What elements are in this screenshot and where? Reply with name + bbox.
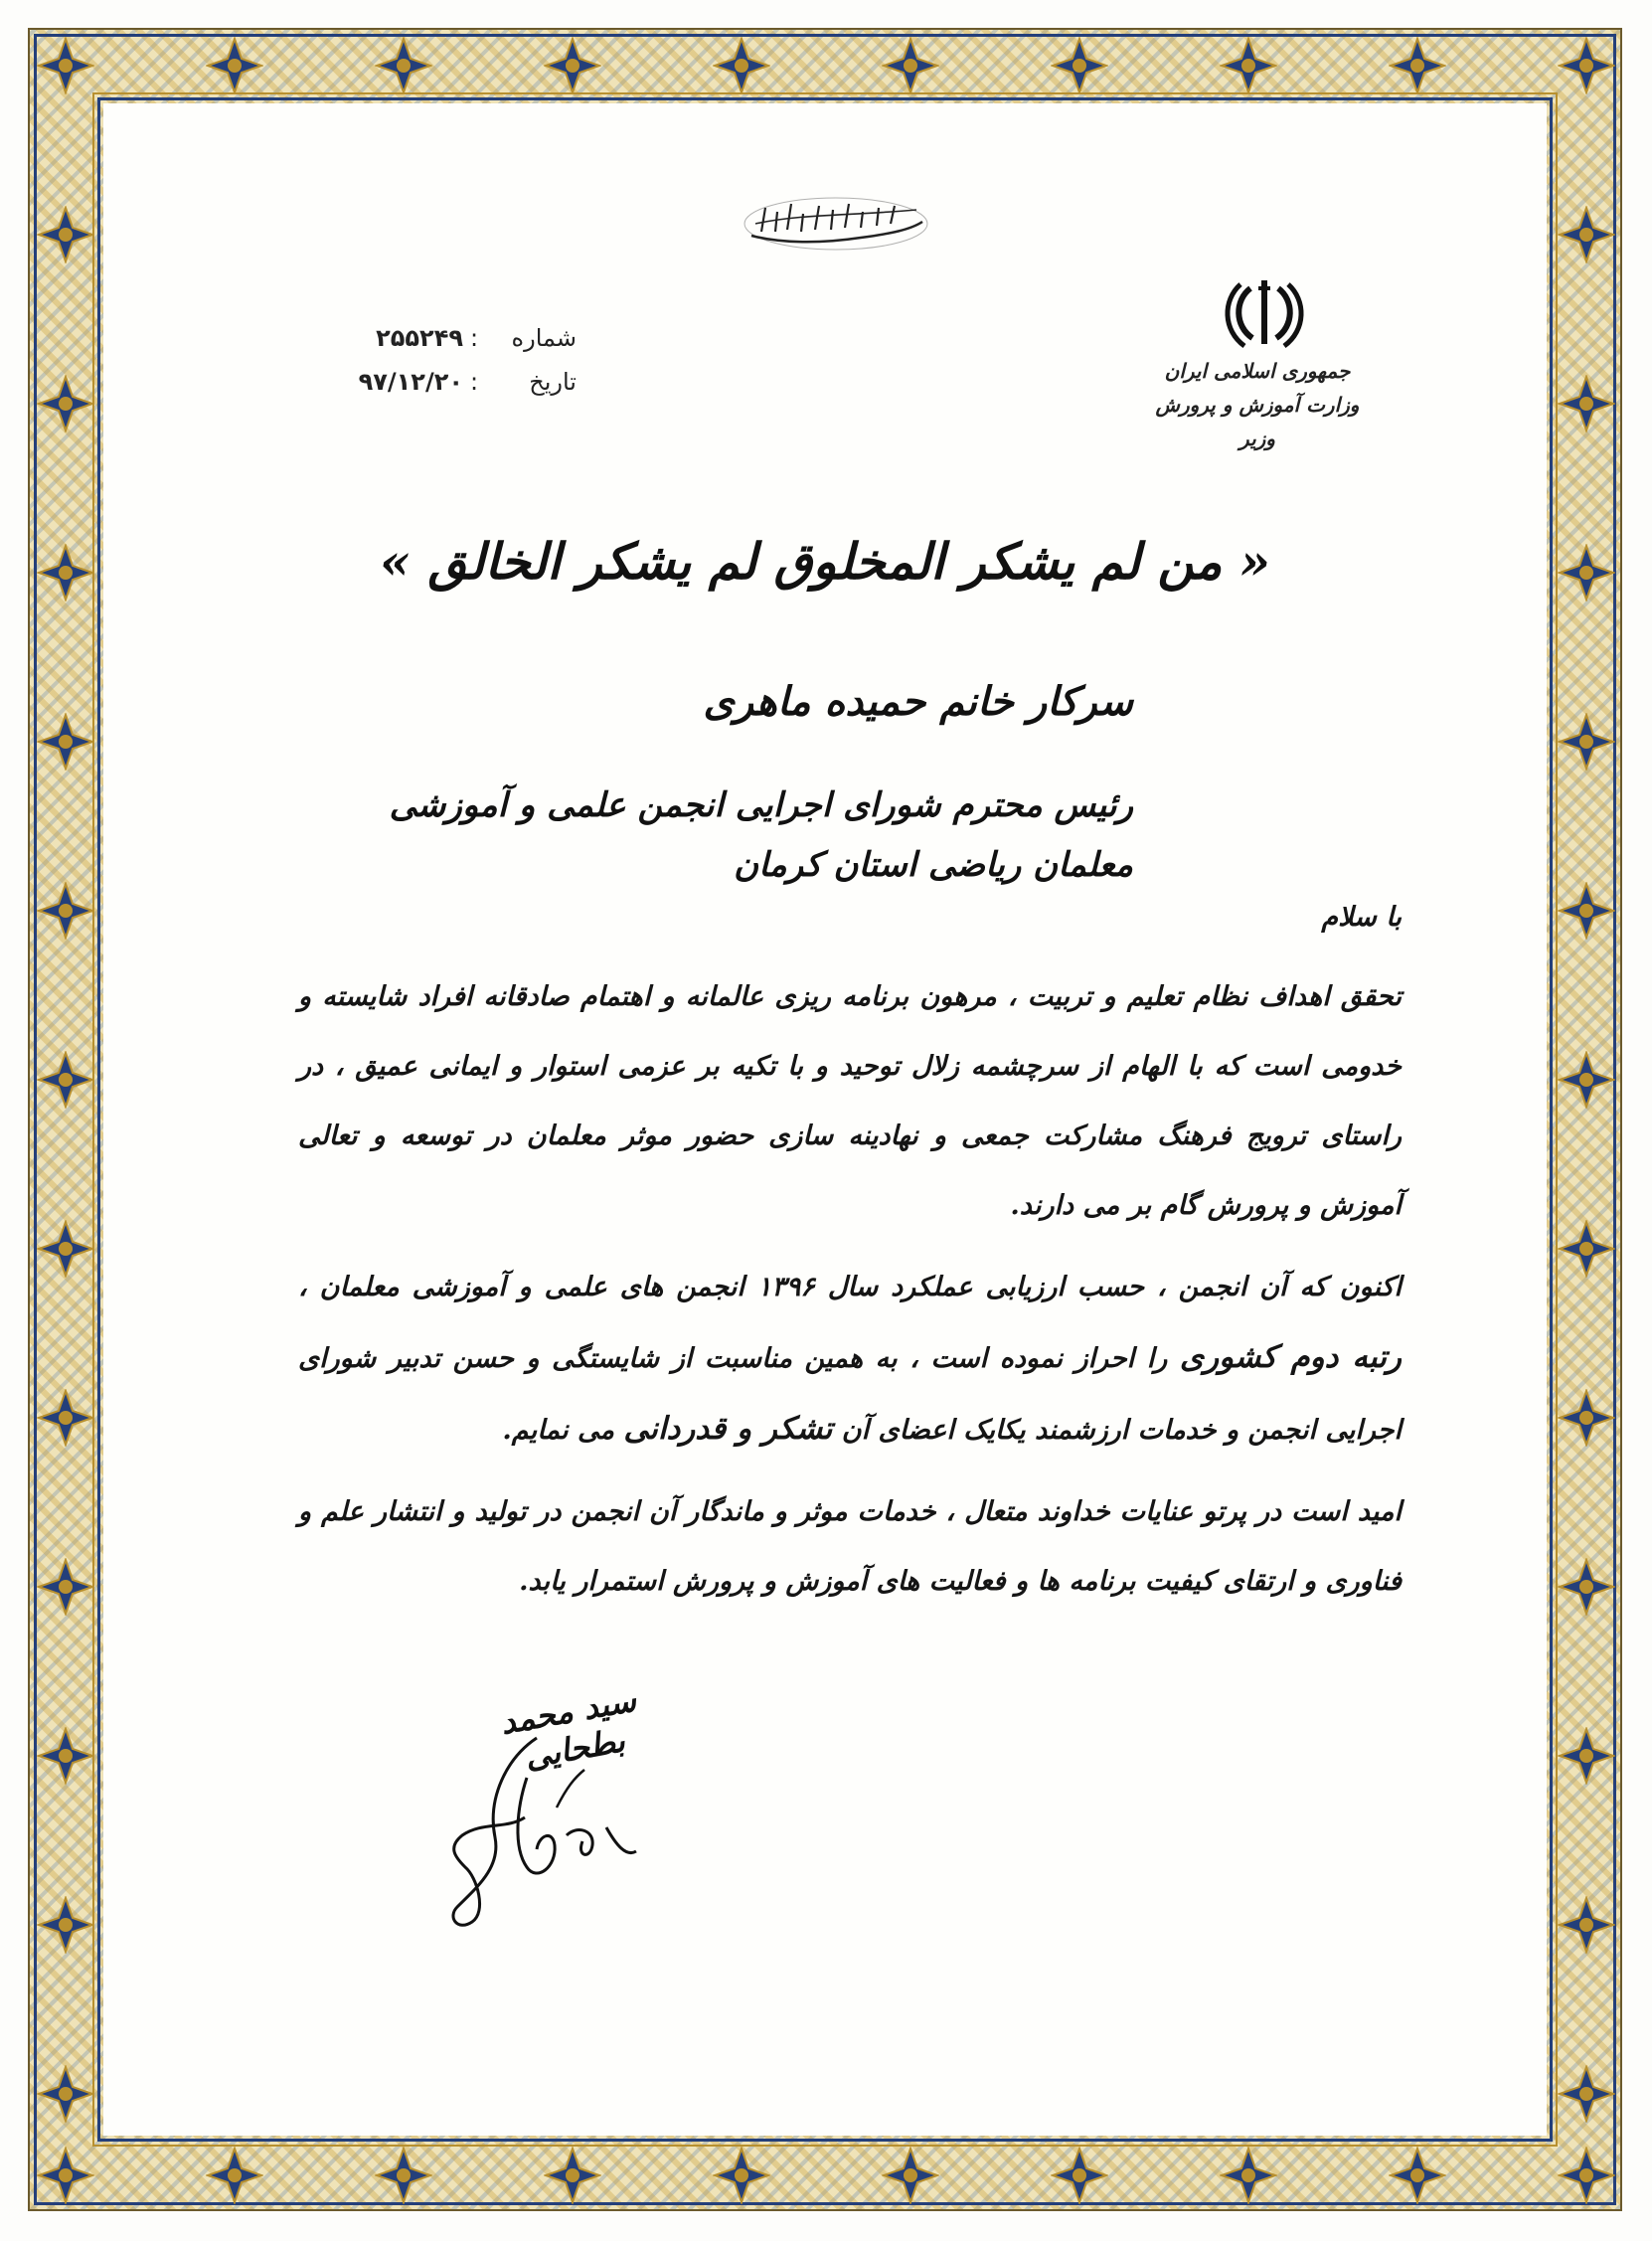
letter-date: [328, 360, 577, 404]
paragraph-2: [298, 1253, 1402, 1465]
bismillah-calligraphy: [742, 194, 930, 254]
ministry-block: [1133, 354, 1382, 455]
border-star-icon: [1558, 882, 1615, 940]
border-star-icon: [1558, 37, 1615, 94]
border-star-icon: [1558, 1389, 1615, 1447]
border-star-icon: [1558, 713, 1615, 771]
border-star-icon: [1558, 1220, 1615, 1278]
border-star-icon: [1558, 375, 1615, 432]
border-star-icon: [1558, 1896, 1615, 1954]
iran-emblem: [1221, 274, 1308, 354]
border-star-icon: [1558, 1727, 1615, 1785]
number-separator: :: [469, 324, 479, 352]
border-star-icon: [37, 1727, 94, 1785]
letter-body: [298, 883, 1402, 1617]
ministry-role: وزیر: [1239, 427, 1275, 450]
thanks-highlight: تشکر و قدردانی: [623, 1411, 833, 1447]
bismillah-icon: [742, 194, 930, 254]
border-star-icon: [1558, 1051, 1615, 1109]
border-star-icon: [1558, 2147, 1615, 2204]
ministry-country: جمهوری اسلامی ایران: [1164, 359, 1351, 383]
signer-name: سید محمد بطحایی: [497, 1680, 639, 1777]
border-star-icon: [1220, 37, 1277, 94]
border-star-icon: [206, 37, 263, 94]
date-label: تاریخ: [529, 368, 577, 396]
signature-icon: [417, 1718, 646, 1947]
handwritten-signature: [417, 1718, 646, 1947]
recipient-position: رئیس محترم شورای اجرایی انجمن علمی و آموزشی معلمان ریاضی استان کرمان: [389, 785, 1133, 885]
border-star-icon: [37, 1389, 94, 1447]
border-star-icon: [375, 37, 432, 94]
border-star-icon: [544, 37, 601, 94]
rank-highlight: رتبه دوم کشوری: [1179, 1339, 1402, 1375]
paragraph-2-part-3: می نمایم.: [502, 1415, 614, 1446]
emblem-icon: [1221, 274, 1308, 354]
border-star-icon: [37, 206, 94, 263]
border-star-icon: [37, 2147, 94, 2204]
border-star-icon: [37, 37, 94, 94]
border-star-icon: [37, 713, 94, 771]
number-label: شماره: [511, 324, 577, 352]
recipient-name: سرکار خانم حمیده ماهری: [703, 678, 1133, 725]
letter-number: [328, 316, 577, 360]
paragraph-2-part-2: را احراز نموده است ، به همین مناسبت از شایستگی و حسن تدبیر شورای اجرایی انجمن و خدمات ارزشمند یکایک اعضای آن: [298, 1343, 1402, 1446]
border-star-icon: [1558, 2065, 1615, 2123]
border-star-icon: [1558, 544, 1615, 602]
border-star-icon: [37, 2065, 94, 2123]
number-value: ۲۵۵۲۴۹: [376, 324, 463, 352]
paragraph-2-part-1: اکنون که آن انجمن ، حسب ارزیابی عملکرد سال ۱۳۹۶ انجمن های علمی و آموزشی معلمان ،: [298, 1272, 1402, 1302]
border-star-icon: [713, 37, 770, 94]
border-star-icon: [544, 2147, 601, 2204]
border-star-icon: [1220, 2147, 1277, 2204]
border-star-icon: [713, 2147, 770, 2204]
date-separator: :: [469, 368, 479, 396]
border-star-icon: [375, 2147, 432, 2204]
ministry-name: وزارت آموزش و پرورش: [1155, 393, 1360, 417]
border-star-icon: [882, 2147, 939, 2204]
paragraph-1: تحقق اهداف نظام تعلیم و تربیت ، مرهون برنامه ریزی عالمانه و اهتمام صادقانه افراد شایسته و خدومی است که با الهام از سرچشمه زلال توحید و با تکیه بر عزمی استوار و ایمانی عمیق ، در راستای ترویج فرهنگ مشارکت جمعی و نهادینه سازی حضور موثر معلمان در توسعه و تعالی آموزش و پرورش گام بر می دارند.: [298, 981, 1402, 1221]
paragraph-3: امید است در پرتو عنایات خداوند متعال ، خدمات موثر و ماندگار آن انجمن در تولید و انتشار علم و فناوری و ارتقای کیفیت برنامه ها و فعالیت های آموزش و پرورش استمرار یابد.: [298, 1496, 1402, 1597]
border-star-icon: [37, 1220, 94, 1278]
border-star-icon: [1558, 206, 1615, 263]
border-star-icon: [37, 882, 94, 940]
letter-meta: [328, 316, 577, 404]
border-star-icon: [37, 544, 94, 602]
border-star-icon: [37, 375, 94, 432]
date-value: ۹۷/۱۲/۲۰: [358, 368, 463, 396]
border-star-icon: [37, 1896, 94, 1954]
border-star-icon: [1051, 37, 1108, 94]
motto-heading: « من لم یشکر المخلوق لم یشکر الخالق »: [379, 532, 1271, 591]
border-star-icon: [206, 2147, 263, 2204]
border-star-icon: [882, 37, 939, 94]
border-star-icon: [1558, 1558, 1615, 1616]
border-star-icon: [1389, 37, 1446, 94]
border-star-icon: [1389, 2147, 1446, 2204]
border-star-icon: [37, 1558, 94, 1616]
border-star-icon: [1051, 2147, 1108, 2204]
border-star-icon: [37, 1051, 94, 1109]
greeting: با سلام: [1321, 902, 1402, 933]
